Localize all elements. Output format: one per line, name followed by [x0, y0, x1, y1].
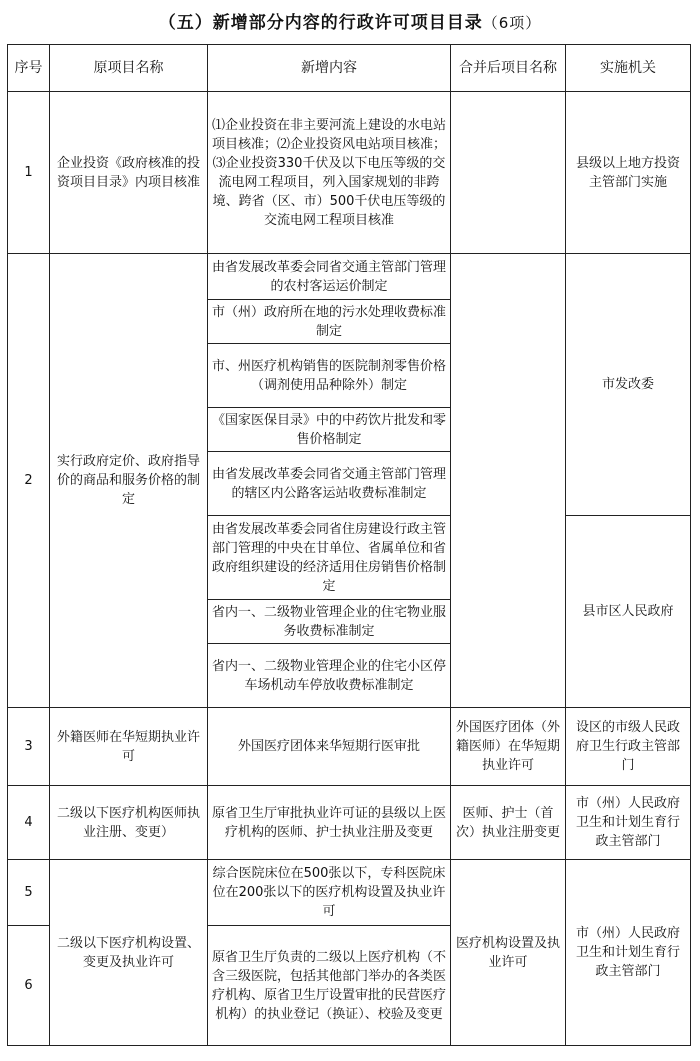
- title-count: （6项）: [482, 14, 542, 32]
- table-row: [8, 708, 691, 786]
- row-seq: 2: [8, 254, 50, 708]
- header-original-name: 原项目名称: [50, 45, 208, 92]
- row-added-content: 外国医疗团体来华短期行医审批: [208, 708, 451, 786]
- row-added-content: 原省卫生厅审批执业许可证的县级以上医疗机构的医师、护士执业注册及变更: [208, 786, 451, 860]
- row-added-content: 由省发展改革委会同省住房建设行政主管部门管理的中央在甘单位、省属单位和省政府组织建设的经济适用住房销售价格制定: [208, 516, 451, 600]
- row-merged-name: 外国医疗团体（外籍医师）在华短期执业许可: [451, 708, 566, 786]
- table-row: [8, 92, 691, 254]
- row-seq: 6: [8, 926, 50, 1046]
- header-row: [8, 45, 691, 92]
- row-agency: 市（州）人民政府卫生和计划生育行政主管部门: [566, 786, 691, 860]
- title-main: （五）新增部分内容的行政许可项目目录: [158, 13, 483, 33]
- row-agency: 市发改委: [566, 254, 691, 516]
- row-added-content: 由省发展改革委会同省交通主管部门管理的农村客运运价制定: [208, 254, 451, 300]
- row-added-content: 综合医院床位在500张以下，专科医院床位在200张以下的医疗机构设置及执业许可: [208, 860, 451, 926]
- row-merged-name: [451, 92, 566, 254]
- row-merged-name: [451, 254, 566, 708]
- header-merged-name: 合并后项目名称: [451, 45, 566, 92]
- row-original-name: 实行政府定价、政府指导价的商品和服务价格的制定: [50, 254, 208, 708]
- row-added-content: ⑴企业投资在非主要河流上建设的水电站项目核准；⑵企业投资风电站项目核准；⑶企业投资330千伏及以下电压等级的交流电网工程项目，列入国家规划的非跨境、跨省（区、市）500千伏电压等级的交流电网工程项目核准: [208, 92, 451, 254]
- row-agency: 设区的市级人民政府卫生行政主管部门: [566, 708, 691, 786]
- row-added-content: 市（州）政府所在地的污水处理收费标准制定: [208, 300, 451, 344]
- table-row: [8, 860, 691, 926]
- page-title: [0, 8, 700, 33]
- row-added-content: 《国家医保目录》中的中药饮片批发和零售价格制定: [208, 408, 451, 452]
- row-agency: 县级以上地方投资主管部门实施: [566, 92, 691, 254]
- row-original-name: 外籍医师在华短期执业许可: [50, 708, 208, 786]
- row-seq: 3: [8, 708, 50, 786]
- permit-table: [7, 44, 691, 1046]
- header-seq: 序号: [8, 45, 50, 92]
- row-added-content: 市、州医疗机构销售的医院制剂零售价格（调剂使用品种除外）制定: [208, 344, 451, 408]
- header-added-content: 新增内容: [208, 45, 451, 92]
- row-added-content: 由省发展改革委会同省交通主管部门管理的辖区内公路客运站收费标准制定: [208, 452, 451, 516]
- row-merged-name: 医师、护士（首次）执业注册变更: [451, 786, 566, 860]
- row-seq: 1: [8, 92, 50, 254]
- row-original-name: 企业投资《政府核准的投资项目目录》内项目核准: [50, 92, 208, 254]
- row-added-content: 省内一、二级物业管理企业的住宅物业服务收费标准制定: [208, 600, 451, 644]
- row-original-name: 二级以下医疗机构设置、变更及执业许可: [50, 860, 208, 1046]
- row-merged-name: 医疗机构设置及执业许可: [451, 860, 566, 1046]
- row-seq: 4: [8, 786, 50, 860]
- row-original-name: 二级以下医疗机构医师执业注册、变更）: [50, 786, 208, 860]
- table-row: [8, 254, 691, 300]
- row-added-content: 原省卫生厅负责的二级以上医疗机构（不含三级医院，包括其他部门举办的各类医疗机构、原省卫生厅设置审批的民营医疗机构）的执业登记（换证）、校验及变更: [208, 926, 451, 1046]
- row-added-content: 省内一、二级物业管理企业的住宅小区停车场机动车停放收费标准制定: [208, 644, 451, 708]
- row-agency: 县市区人民政府: [566, 516, 691, 708]
- header-agency: 实施机关: [566, 45, 691, 92]
- table-row: [8, 786, 691, 860]
- row-seq: 5: [8, 860, 50, 926]
- row-agency: 市（州）人民政府卫生和计划生育行政主管部门: [566, 860, 691, 1046]
